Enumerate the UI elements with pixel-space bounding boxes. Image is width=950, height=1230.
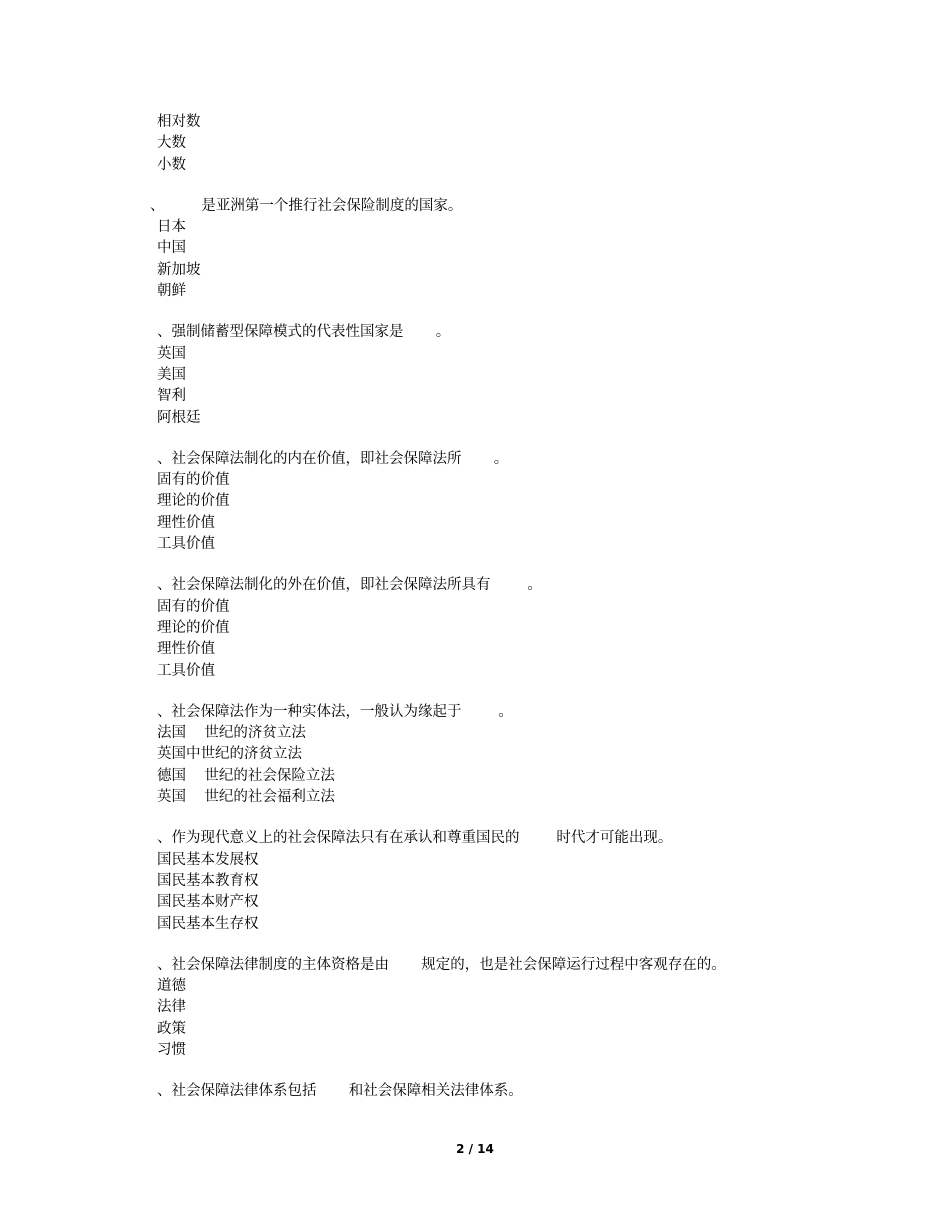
question-list <box>150 112 877 1123</box>
question-group-6 <box>157 702 877 808</box>
option: 国民基本教育权 <box>157 872 259 889</box>
option: 法国 世纪的济贫立法 <box>157 725 306 742</box>
question-text: 、社会保障法制化的外在价值，即社会保障法所具有 。 <box>157 577 542 594</box>
option: 新加坡 <box>157 261 201 278</box>
option: 理性价值 <box>157 514 215 531</box>
page-indicator: 2 / 14 <box>456 1142 494 1156</box>
option: 政策 <box>157 1020 186 1037</box>
option: 工具价值 <box>157 536 215 553</box>
option: 英国 <box>157 345 186 362</box>
option: 法律 <box>157 999 186 1016</box>
question-text: 、社会保障法律制度的主体资格是由 规定的，也是社会保障运行过程中客观存在的。 <box>157 956 726 973</box>
question-text: 、 是亚洲第一个推行社会保险制度的国家。 <box>150 197 463 214</box>
question-text: 、强制储蓄型保障模式的代表性国家是 。 <box>157 324 451 341</box>
question-group-2 <box>150 196 877 302</box>
option: 国民基本财产权 <box>157 894 259 911</box>
option: 美国 <box>157 366 186 383</box>
option: 国民基本生存权 <box>157 915 259 932</box>
option: 英国中世纪的济贫立法 <box>157 746 302 763</box>
question-group-8 <box>157 955 877 1061</box>
option: 理论的价值 <box>157 619 230 636</box>
option: 中国 <box>157 240 186 257</box>
option: 习惯 <box>157 1041 186 1058</box>
option: 智利 <box>157 388 186 405</box>
question-text: 、社会保障法制化的内在价值，即社会保障法所 。 <box>157 450 509 467</box>
question-group-5 <box>157 575 877 681</box>
question-text: 、社会保障法作为一种实体法，一般认为缘起于 。 <box>157 703 513 720</box>
question-group-1 <box>157 112 877 176</box>
option: 大数 <box>157 135 186 152</box>
question-text: 、作为现代意义上的社会保障法只有在承认和尊重国民的 时代才可能出现。 <box>157 830 673 847</box>
question-text: 、社会保障法律体系包括 和社会保障相关法律体系。 <box>157 1083 523 1100</box>
question-group-4 <box>157 449 877 555</box>
option: 理性价值 <box>157 641 215 658</box>
option: 固有的价值 <box>157 472 230 489</box>
question-group-7 <box>157 828 877 934</box>
option: 小数 <box>157 156 186 173</box>
option: 日本 <box>157 219 186 236</box>
option: 国民基本发展权 <box>157 851 259 868</box>
option: 英国 世纪的社会福利立法 <box>157 789 335 806</box>
option: 德国 世纪的社会保险立法 <box>157 767 335 784</box>
option: 道德 <box>157 978 186 995</box>
option: 朝鲜 <box>157 283 186 300</box>
option: 相对数 <box>157 114 201 130</box>
option: 固有的价值 <box>157 598 230 615</box>
option: 工具价值 <box>157 662 215 679</box>
option: 阿根廷 <box>157 409 201 426</box>
question-group-3 <box>157 322 877 428</box>
question-group-9 <box>157 1081 877 1102</box>
option: 理论的价值 <box>157 493 230 510</box>
